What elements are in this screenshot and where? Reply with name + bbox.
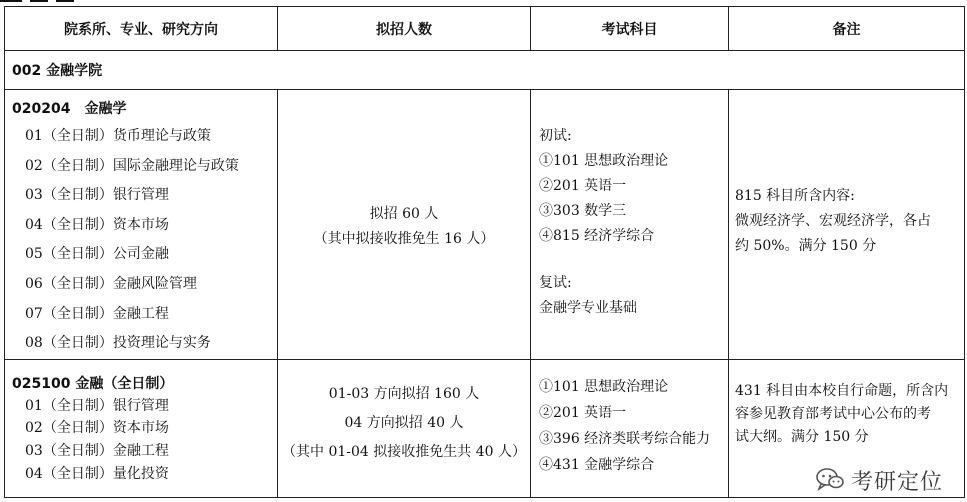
remark-line: 431 科目由本校自行命题，所含内 — [735, 382, 949, 399]
direction-item: 08（全日制）投资理论与实务 — [25, 335, 211, 352]
remark-line: 微观经济学、宏观经济学，各占 — [735, 213, 931, 229]
remark-line: 容参见教育部考试中心公布的考 — [735, 405, 931, 422]
enrollment-line: 拟招 60 人 — [369, 206, 439, 222]
table-row — [5, 90, 965, 360]
major-cell — [5, 90, 278, 360]
exam-initial-label: 初试: — [539, 128, 572, 144]
admissions-table — [4, 6, 965, 498]
header-remarks: 备注 — [729, 7, 965, 51]
exam-item: ④431 金融学综合 — [539, 456, 655, 473]
college-name: 002 金融学院 — [5, 51, 965, 90]
enrollment-line: 01-03 方向拟招 160 人 — [328, 385, 480, 402]
enrollment-line: （其中拟接收推免生 16 人） — [313, 231, 495, 247]
direction-item: 02（全日制）国际金融理论与政策 — [25, 157, 239, 174]
exam-cell — [531, 90, 729, 360]
header-exam-subjects: 考试科目 — [531, 7, 729, 51]
remark-line: 约 50%。满分 150 分 — [735, 238, 877, 254]
enrollment-line: （其中 01-04 拟接收推免生共 40 人） — [282, 443, 526, 460]
remark-line: 试大纲。满分 150 分 — [735, 428, 869, 445]
college-row — [5, 51, 965, 90]
enrollment-cell — [278, 359, 531, 497]
enrollment-line: 04 方向拟招 40 人 — [344, 414, 464, 431]
direction-item: 03（全日制）银行管理 — [25, 187, 169, 204]
exam-item: ③303 数学三 — [539, 203, 627, 219]
exam-cell — [531, 359, 729, 497]
exam-item: ①101 思想政治理论 — [539, 153, 669, 169]
watermark — [815, 465, 943, 496]
watermark-text: 考研定位 — [850, 470, 943, 495]
exam-retest-item: 金融学专业基础 — [539, 300, 637, 316]
enrollment-cell — [278, 90, 531, 360]
remark-line: 815 科目所含内容: — [735, 188, 855, 204]
exam-item: ②201 英语一 — [539, 404, 627, 421]
major-cell — [5, 359, 278, 497]
direction-item: 01（全日制）货币理论与政策 — [25, 128, 211, 144]
direction-item: 04（全日制）量化投资 — [25, 465, 169, 482]
exam-retest-label: 复试: — [539, 275, 572, 291]
major-title: 020204 金融学 — [12, 101, 127, 117]
direction-item: 05（全日制）公司金融 — [25, 246, 169, 263]
header-enrollment: 拟招人数 — [278, 7, 531, 51]
exam-item: ②201 英语一 — [539, 178, 627, 194]
wechat-icon — [815, 466, 845, 496]
direction-item: 07（全日制）金融工程 — [25, 305, 169, 322]
direction-item: 03（全日制）金融工程 — [25, 442, 169, 459]
direction-item: 02（全日制）资本市场 — [25, 420, 169, 437]
major-title: 025100 金融（全日制） — [12, 375, 174, 392]
direction-item: 04（全日制）资本市场 — [25, 216, 169, 233]
direction-item: 01（全日制）银行管理 — [25, 397, 169, 414]
direction-item: 06（全日制）金融风险管理 — [25, 275, 197, 292]
exam-item: ④815 经济学综合 — [539, 228, 655, 244]
exam-item: ③396 经济类联考综合能力 — [539, 430, 711, 447]
remarks-cell — [729, 90, 965, 360]
table-header-row — [5, 7, 965, 51]
exam-item: ①101 思想政治理论 — [539, 378, 669, 395]
header-department: 院系所、专业、研究方向 — [5, 7, 278, 51]
